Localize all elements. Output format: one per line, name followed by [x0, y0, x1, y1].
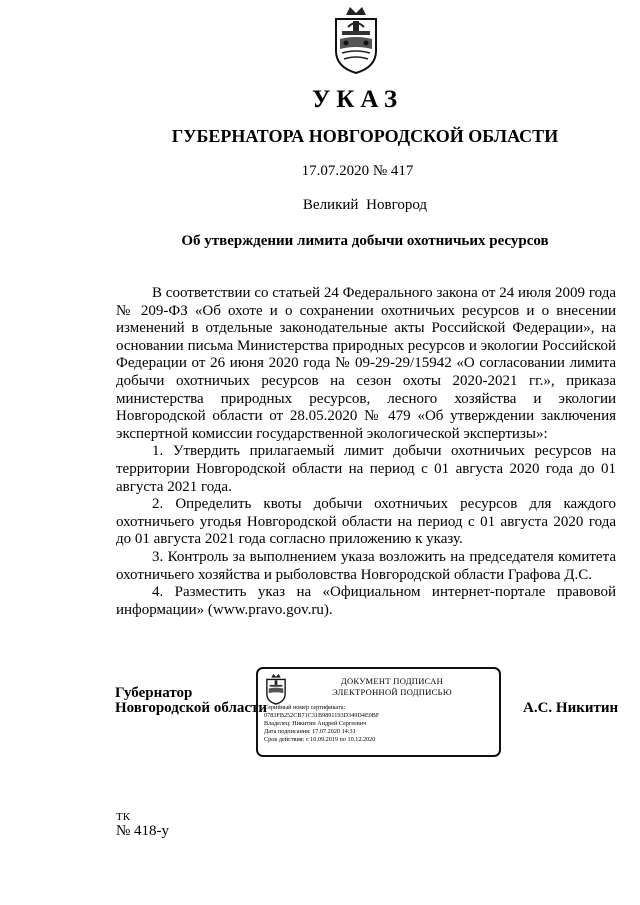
- body-paragraph-item-2: 2. Определить квоты добычи охотничьих ресурсов для каждого охотничьего угодья Новгородской области на период с 01 августа 2020 года до 01 августа 2021 года согласно приложению к указу.: [116, 496, 616, 548]
- stamp-validity: Срок действия: с 10.09.2019 по 10.12.2020: [264, 736, 376, 743]
- electronic-signature-stamp: [256, 667, 501, 757]
- body-paragraph-item-3: 3. Контроль за выполнением указа возложить на председателя комитета охотничьего хозяйства и рыболовства Новгородской области Графова Д.С.: [116, 548, 616, 583]
- stamp-heading-line2: ЭЛЕКТРОННОЙ ПОДПИСЬЮ: [332, 687, 452, 697]
- footer-number: № 418-у: [116, 823, 170, 839]
- stamp-heading: [302, 676, 482, 698]
- footer-initials: ТК: [116, 811, 131, 823]
- document-date-number: 17.07.2020 № 417: [301, 163, 414, 179]
- stamp-serial: 0783FB252CB71C31B9891193D349D4E0BF: [264, 712, 380, 719]
- signer-name: А.С. Никитин: [523, 700, 619, 716]
- document-footer: [116, 810, 169, 838]
- body-paragraph-item-1: 1. Утвердить прилагаемый лимит добычи охотничьих ресурсов на территории Новгородской области на период с 01 августа 2020 года до 01 августа 2021 года.: [116, 443, 616, 495]
- stamp-heading-line1: ДОКУМЕНТ ПОДПИСАН: [340, 676, 444, 686]
- document-subtitle: ГУБЕРНАТОРА НОВГОРОДСКОЙ ОБЛАСТИ: [171, 126, 559, 146]
- signatory-position-line2: Новгородской области: [115, 700, 268, 716]
- signatory-position: [115, 686, 267, 716]
- stamp-signed-date: Дата подписания: 17.07.2020 14:31: [264, 728, 356, 735]
- document-body: [116, 285, 616, 619]
- stamp-owner: Владелец: Никитин Андрей Сергеевич: [264, 720, 367, 727]
- body-paragraph-item-4: 4. Разместить указ на «Официальном интернет-портале правовой информации» (www.pravo.gov.ru).: [116, 584, 616, 618]
- signatory-position-line1: Губернатор: [115, 685, 193, 701]
- stamp-serial-label: Серийный номер сертификата:: [264, 704, 346, 711]
- document-city: Великий Новгород: [302, 197, 428, 213]
- stamp-details: [264, 704, 500, 744]
- novgorod-coat-of-arms-icon: [332, 5, 380, 75]
- novgorod-coat-of-arms-icon: [265, 673, 287, 705]
- document-title: УКАЗ: [311, 86, 404, 113]
- document-subject: Об утверждении лимита добычи охотничьих ресурсов: [181, 233, 549, 249]
- body-paragraph-preamble: В соответствии со статьей 24 Федерального закона от 24 июля 2009 года № 209-ФЗ «Об охоте и о сохранении охотничьих ресурсов и о внесении изменений в отдельные законодательные акты Российской Федерации», на основании письма Министерства природных ресурсов и экологии Российской Федерации от 26 июня 2020 года № 09-29-29/15942 «О согласовании лимита добычи охотничьих ресурсов на сезон охоты 2020-2021 гг.», приказа министерства природных ресурсов, лесного хозяйства и экологии Новгородской области от 28.05.2020 № 479 «Об утверждении заключения экспертной комиссии государственной экологической экспертизы»:: [116, 285, 616, 442]
